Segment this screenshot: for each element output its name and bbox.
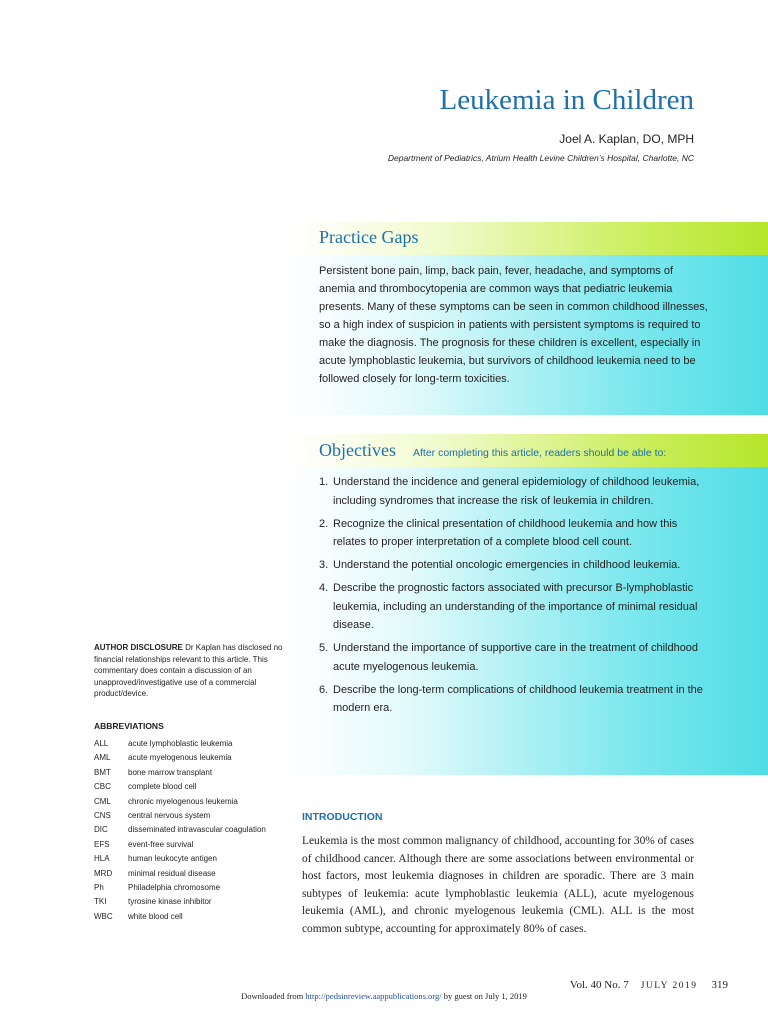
abbreviation-definition: white blood cell <box>128 911 183 921</box>
abbreviation-definition: bone marrow transplant <box>128 767 213 777</box>
article-title: Leukemia in Children <box>439 84 694 116</box>
author-name: Joel A. Kaplan, DO, MPH <box>559 132 694 146</box>
objective-number: 6. <box>319 683 329 696</box>
issue-month: JULY 2019 <box>640 981 698 991</box>
objectives-header <box>289 434 768 467</box>
page-number: 319 <box>711 979 728 991</box>
abbreviation-row <box>94 838 284 852</box>
practice-gaps-heading: Practice Gaps <box>319 227 419 247</box>
objective-item <box>319 579 711 635</box>
objective-text: Recognize the clinical presentation of childhood leukemia and how this relates to proper interpretation of a complete blood cell count. <box>333 517 678 548</box>
abbreviations-heading: ABBREVIATIONS <box>94 721 164 731</box>
abbreviation-row <box>94 852 284 866</box>
page-folio <box>570 979 728 991</box>
disclosure-label: AUTHOR DISCLOSURE <box>94 643 183 652</box>
objectives-subheading: After completing this article, readers should be able to: <box>413 447 667 459</box>
practice-gaps-box <box>289 255 768 415</box>
author-disclosure <box>94 642 284 700</box>
abbreviation-term: CBC <box>94 782 111 792</box>
abbreviation-row <box>94 766 284 780</box>
abbreviation-term: CML <box>94 796 111 806</box>
objective-text: Understand the incidence and general epidemiology of childhood leukemia, including syndromes that increase the risk of leukemia in children. <box>333 476 700 507</box>
abbreviation-definition: event-free survival <box>128 839 194 849</box>
objective-number: 1. <box>319 476 329 488</box>
volume-issue: Vol. 40 No. 7 <box>569 979 629 991</box>
objective-item <box>319 556 711 575</box>
abbreviation-term: Ph <box>94 883 104 893</box>
objective-text: Describe the long-term complications of childhood leukemia treatment in the modern era. <box>333 683 703 714</box>
download-notice <box>0 991 768 1001</box>
objectives-list <box>319 473 711 722</box>
introduction-heading: INTRODUCTION <box>302 811 383 823</box>
abbreviation-definition: chronic myelogenous leukemia <box>128 796 238 806</box>
abbreviation-term: WBC <box>94 911 113 921</box>
practice-gaps-header <box>289 222 768 255</box>
abbreviation-row <box>94 795 284 809</box>
abbreviation-row <box>94 910 284 924</box>
abbreviation-row <box>94 780 284 794</box>
abbreviation-definition: acute lymphoblastic leukemia <box>128 739 233 748</box>
introduction-text: Leukemia is the most common malignancy of childhood, accounting for 30% of cases of childhood cancer. Although there are some associations between environmental or host factors, most leukemia diagnoses in children are sporadic. There are 3 main subtypes of leukemia: acute lymphoblastic leukemia (ALL), acute myelogenous leukemia (AML), and chronic myelogenous leukemia (CML). ALL is the most common subtype, accounting for approximately 80% of cases. <box>302 835 694 935</box>
abbreviation-definition: human leukocyte antigen <box>128 854 217 864</box>
objective-item <box>319 473 711 510</box>
objectives-heading: Objectives <box>319 440 396 460</box>
abbreviation-row <box>94 867 284 881</box>
disclosure-text: Dr Kaplan has disclosed no financial relationships relevant to this article. This commentary does contain a discussion of an unapproved/investigative use of a commercial product/device. <box>94 643 283 699</box>
abbreviation-term: HLA <box>94 854 110 864</box>
abbreviation-definition: tyrosine kinase inhibitor <box>128 897 212 907</box>
objective-number: 3. <box>319 559 329 571</box>
abbreviations-list <box>94 737 284 924</box>
objective-item <box>319 681 711 718</box>
download-suffix: by guest on July 1, 2019 <box>441 991 527 1001</box>
abbreviation-definition: disseminated intravascular coagulation <box>128 825 266 835</box>
objective-number: 2. <box>319 517 329 530</box>
download-prefix: Downloaded from <box>241 991 306 1001</box>
abbreviation-term: AML <box>94 753 111 763</box>
abbreviation-row <box>94 809 284 823</box>
abbreviation-term: ALL <box>94 739 109 748</box>
author-affiliation: Department of Pediatrics, Atrium Health Levine Children’s Hospital, Charlotte, NC <box>387 153 694 163</box>
abbreviation-term: DIC <box>94 825 108 835</box>
abbreviation-term: CNS <box>94 811 111 821</box>
abbreviation-row <box>94 737 284 751</box>
abbreviation-definition: Philadelphia chromosome <box>128 883 221 893</box>
abbreviation-row <box>94 823 284 837</box>
objective-item <box>319 515 711 552</box>
abbreviation-row <box>94 751 284 765</box>
abbreviation-term: BMT <box>94 767 111 777</box>
objective-text: Describe the prognostic factors associated with precursor B-lymphoblastic leukemia, including an understanding of the importance of minimal residual disease. <box>333 582 698 631</box>
abbreviation-term: EFS <box>94 839 110 849</box>
abbreviation-row <box>94 881 284 895</box>
download-link[interactable]: http://pedsinreview.aappublications.org/ <box>305 991 442 1001</box>
objective-number: 4. <box>319 582 329 594</box>
abbreviation-definition: acute myelogenous leukemia <box>128 753 232 763</box>
objectives-box <box>289 467 768 775</box>
objective-text: Understand the potential oncologic emergencies in childhood leukemia. <box>333 559 681 571</box>
objective-item <box>319 639 711 676</box>
abbreviation-term: TKI <box>94 897 107 907</box>
objective-number: 5. <box>319 642 329 654</box>
objective-text: Understand the importance of supportive care in the treatment of childhood acute myelogenous leukemia. <box>333 642 699 673</box>
abbreviation-definition: complete blood cell <box>128 782 197 792</box>
abbreviation-row <box>94 895 284 909</box>
abbreviation-definition: minimal residual disease <box>128 868 216 878</box>
abbreviation-term: MRD <box>94 868 113 878</box>
abbreviation-definition: central nervous system <box>128 811 211 821</box>
practice-gaps-text: Persistent bone pain, limp, back pain, fever, headache, and symptoms of anemia and thrombocytopenia are common ways that pediatric leukemia presents. Many of these symptoms can be seen in common childhood illnesses, so a high index of suspicion in patients with persistent symptoms is required to make the diagnosis. The prognosis for these children is excellent, especially in acute lymphoblastic leukemia, but survivors of childhood leukemia need to be followed closely for long-term toxicities. <box>319 265 708 385</box>
